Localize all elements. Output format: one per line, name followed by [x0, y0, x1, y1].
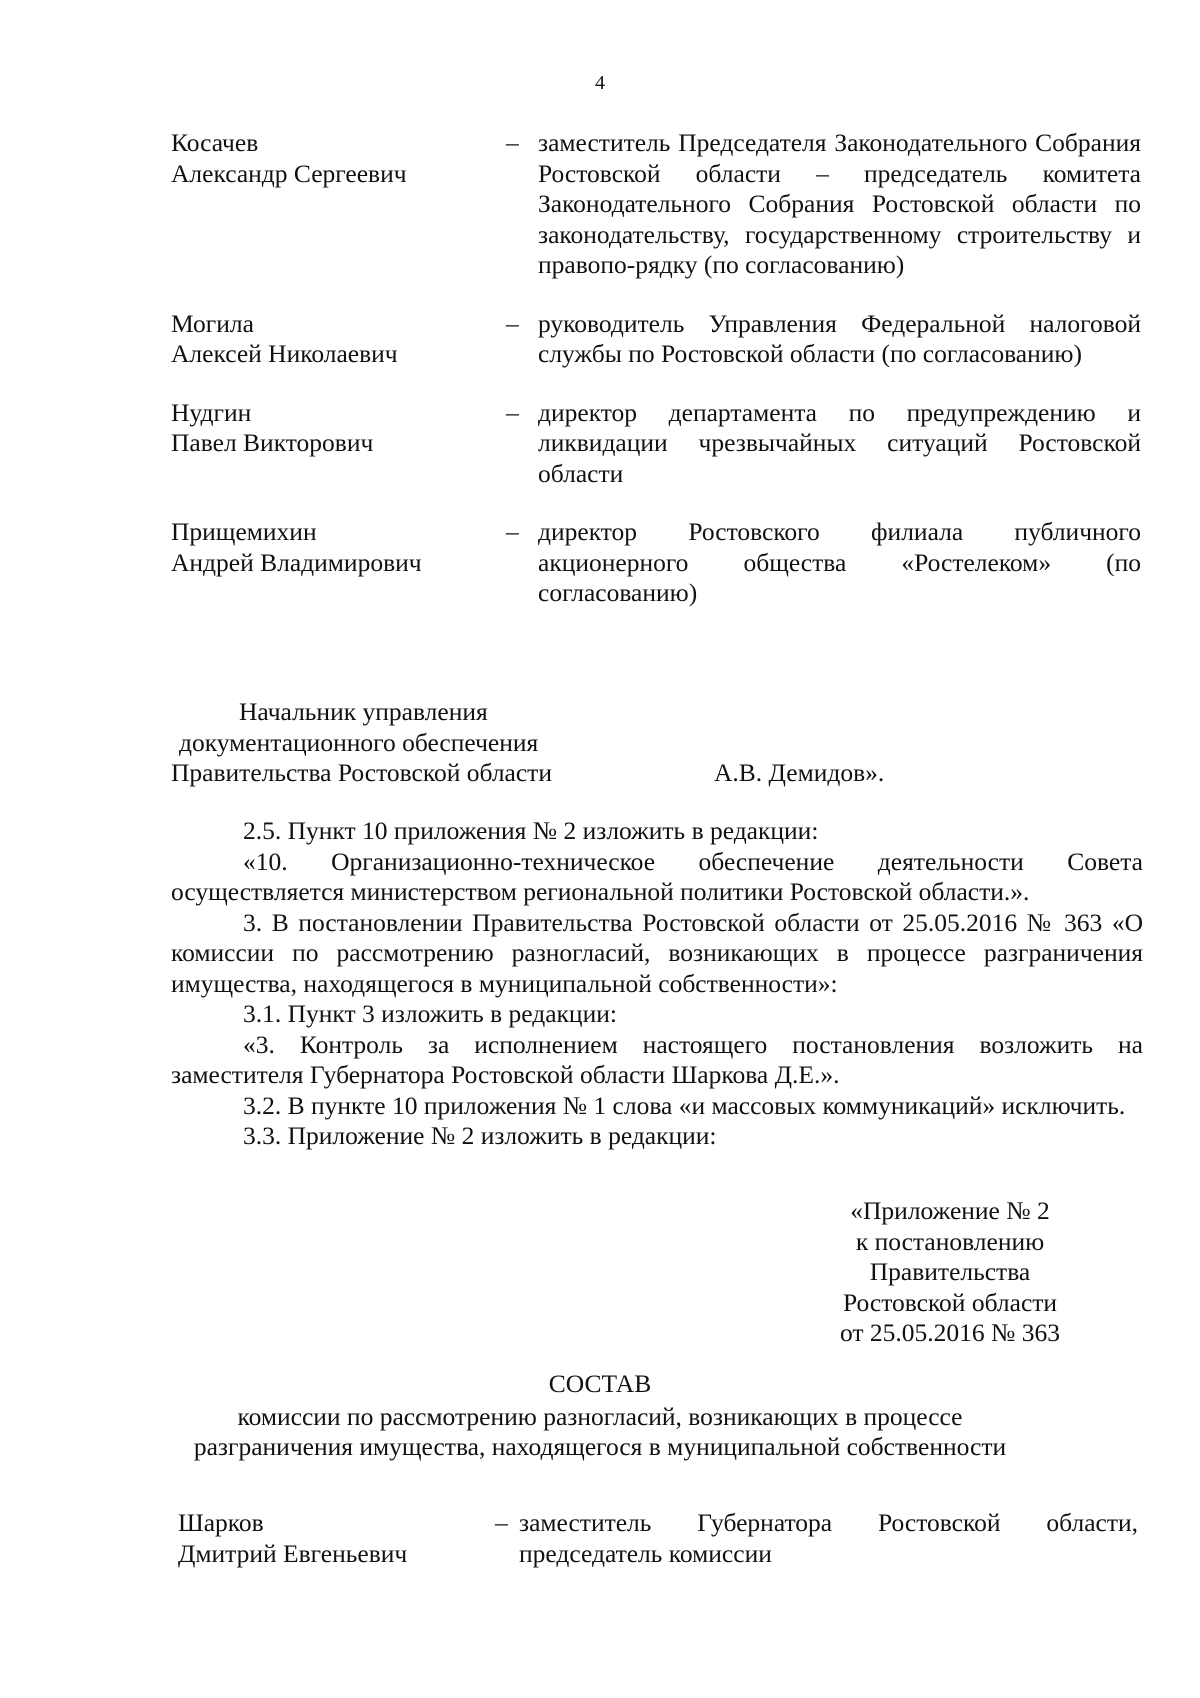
- member-surname: Прищемихин: [171, 517, 317, 546]
- paragraph: 3. В постановлении Правительства Ростовской области от 25.05.2016 № 363 «О комиссии по рассмотрению разногласий, возникающих в процессе разграничения имущества, находящегося в муниципальной собственности»:: [171, 907, 1143, 998]
- member-role: заместитель Председателя Законодательного Собрания Ростовской области – председатель комитета Законодательного Собрания Ростовской области по законодательству, государственному строительству и правопо-рядку (по согласованию): [538, 128, 1141, 279]
- member-role: заместитель Губернатора Ростовской области, председатель комиссии: [519, 1508, 1138, 1568]
- member-given-name: Александр Сергеевич: [171, 158, 407, 188]
- member-entry: [171, 398, 1141, 490]
- signature-title-line: Начальник управления: [239, 697, 488, 726]
- member-role: директор Ростовского филиала публичного акционерного общества «Ростелеком» (по согласованию): [538, 517, 1141, 607]
- section-title-line: разграничения имущества, находящегося в муниципальной собственности: [193, 1432, 1007, 1461]
- section-title: [0, 1369, 1200, 1463]
- paragraph: 3.1. Пункт 3 изложить в редакции:: [243, 999, 617, 1028]
- section-title-main: СОСТАВ: [548, 1369, 652, 1398]
- member-dash: –: [495, 1508, 508, 1537]
- paragraph: 3.2. В пункте 10 приложения № 1 слова «и массовых коммуникаций» исключить.: [243, 1090, 1126, 1120]
- member-dash: –: [506, 308, 519, 338]
- member-entry: [171, 309, 1141, 370]
- appendix-reference: [820, 1196, 1080, 1349]
- member-surname: Нудгин: [171, 397, 252, 427]
- member-name: [171, 309, 491, 370]
- member-surname: Могила: [171, 308, 254, 338]
- document-body: [171, 816, 1143, 1152]
- appendix-ref-line: от 25.05.2016 № 363: [839, 1318, 1060, 1347]
- member-given-name: Андрей Владимирович: [171, 547, 422, 577]
- member-given-name: Павел Викторович: [171, 428, 374, 457]
- signature-title-line: Правительства Ростовской области: [171, 758, 552, 787]
- member-role: директор департамента по предупреждению и ликвидации чрезвычайных ситуаций Ростовской области: [538, 397, 1141, 488]
- page-number: 4: [595, 72, 605, 94]
- appendix-ref-line: Ростовской области: [842, 1287, 1058, 1317]
- signature-block: [171, 697, 971, 789]
- member-dash: –: [506, 517, 519, 546]
- appendix-ref-line: Правительства: [869, 1257, 1031, 1286]
- member-dash: –: [506, 397, 519, 427]
- member-list-bottom: [178, 1508, 1138, 1597]
- paragraph: 3.3. Приложение № 2 изложить в редакции:: [243, 1121, 717, 1150]
- paragraph: «10. Организационно-техническое обеспечение деятельности Совета осуществляется министерством региональной политики Ростовской области.».: [171, 846, 1143, 906]
- signature-title-line: документационного обеспечения: [179, 727, 539, 757]
- member-entry: [171, 128, 1141, 281]
- appendix-ref-line: «Приложение № 2: [850, 1196, 1050, 1225]
- appendix-ref-line: к постановлению: [855, 1226, 1045, 1256]
- paragraph: «3. Контроль за исполнением настоящего постановления возложить на заместителя Губернатора Ростовской области Шаркова Д.Е.».: [171, 1029, 1143, 1089]
- member-list-top: [171, 128, 1141, 637]
- signatory-name: А.В. Демидов».: [714, 758, 885, 787]
- member-role: руководитель Управления Федеральной налоговой службы по Ростовской области (по согласованию): [538, 308, 1141, 368]
- member-name: [171, 398, 491, 459]
- member-dash: –: [506, 128, 519, 157]
- member-name: [171, 128, 491, 189]
- member-name: [178, 1508, 498, 1569]
- member-surname: Шарков: [178, 1508, 264, 1537]
- member-surname: Косачев: [171, 128, 259, 157]
- member-given-name: Дмитрий Евгеньевич: [178, 1538, 408, 1568]
- member-given-name: Алексей Николаевич: [171, 339, 398, 368]
- member-entry: [171, 517, 1141, 609]
- section-title-line: комиссии по рассмотрению разногласий, возникающих в процессе: [237, 1401, 963, 1431]
- member-entry: [178, 1508, 1138, 1569]
- member-name: [171, 517, 491, 578]
- paragraph: 2.5. Пункт 10 приложения № 2 изложить в редакции:: [243, 816, 819, 845]
